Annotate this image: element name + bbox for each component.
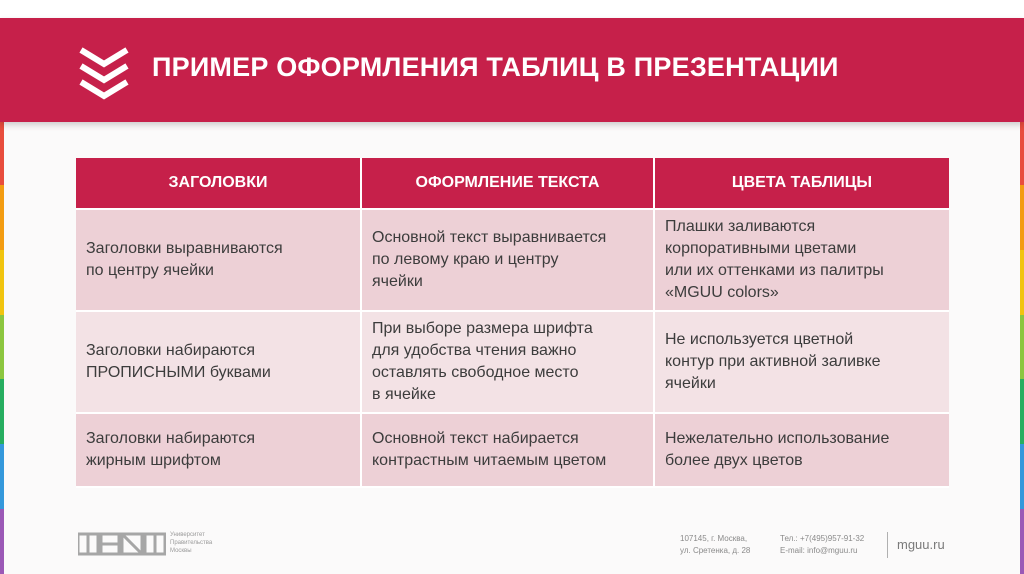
table-cell [76, 312, 362, 414]
org-line: Москвы [170, 548, 192, 554]
footer-site-link[interactable]: mguu.ru [897, 537, 945, 552]
cell-line: Заголовки выравниваются [86, 240, 283, 257]
table-row [76, 210, 949, 312]
table-cell [655, 210, 949, 312]
cell-line: Плашки заливаются [665, 218, 816, 235]
cell-line: Заголовки набираются [86, 342, 255, 359]
color-stripe-segment [0, 315, 4, 380]
page-title: ПРИМЕР ОФОРМЛЕНИЯ ТАБЛИЦ В ПРЕЗЕНТАЦИИ [152, 52, 839, 82]
cell-line: Не используется цветной [665, 331, 854, 348]
cell-line: контур при активной заливке [665, 353, 881, 370]
example-table [76, 158, 949, 488]
cell-line: Основной текст набирается [372, 430, 579, 447]
table-cell [655, 414, 949, 488]
top-strip [0, 0, 1024, 18]
table-cell [362, 414, 655, 488]
cell-line: «MGUU colors» [665, 284, 779, 301]
color-stripe-segment [1020, 120, 1024, 185]
color-stripe-segment [1020, 444, 1024, 509]
color-stripe-segment [1020, 250, 1024, 315]
cell-line: контрастным читаемым цветом [372, 452, 607, 469]
right-color-stripes [1020, 120, 1024, 574]
cell-line: в ячейке [372, 386, 436, 403]
color-stripe-segment [1020, 379, 1024, 444]
contact-phone: Тел.: +7(495)957-91-32 [780, 534, 865, 543]
cell-line: ПРОПИСНЫМИ буквами [86, 364, 271, 381]
cell-line: для удобства чтения важно [372, 342, 577, 359]
color-stripe-segment [0, 120, 4, 185]
table-cell [362, 210, 655, 312]
cell-line: оставлять свободное место [372, 364, 579, 381]
cell-line: по левому краю и центру [372, 251, 559, 268]
table-cell [655, 312, 949, 414]
table-cell [76, 414, 362, 488]
color-stripe-segment [1020, 315, 1024, 380]
color-stripe-segment [0, 509, 4, 574]
header-cell-headings: ЗАГОЛОВКИ [76, 158, 362, 210]
address-line: 107145, г. Москва, [680, 534, 748, 543]
cell-line: ячейки [665, 375, 716, 392]
color-stripe-segment [1020, 185, 1024, 250]
cell-line: При выборе размера шрифта [372, 320, 593, 337]
cell-line: или их оттенками из палитры [665, 262, 884, 279]
table-cell [362, 312, 655, 414]
footer-contacts [780, 533, 864, 557]
mguu-logo-icon [78, 532, 166, 556]
cell-line: ячейки [372, 273, 423, 290]
header-cell-text-style: ОФОРМЛЕНИЕ ТЕКСТА [362, 158, 655, 210]
color-stripe-segment [0, 379, 4, 444]
address-line: ул. Сретенка, д. 28 [680, 546, 751, 555]
table-header-row [76, 158, 949, 210]
table-row [76, 414, 949, 488]
cell-line: по центру ячейки [86, 262, 214, 279]
cell-line: Заголовки набираются [86, 430, 255, 447]
header-cell-table-colors: ЦВЕТА ТАБЛИЦЫ [655, 158, 949, 210]
title-banner [0, 18, 1024, 122]
footer-org-name [170, 531, 212, 555]
footer-address [680, 533, 750, 557]
footer-divider [887, 532, 888, 558]
table-row [76, 312, 949, 414]
cell-line: более двух цветов [665, 452, 803, 469]
cell-line: корпоративными цветами [665, 240, 857, 257]
org-line: Университет [170, 532, 205, 538]
contact-email: E-mail: info@mguu.ru [780, 546, 858, 555]
cell-line: жирным шрифтом [86, 452, 221, 469]
cell-line: Основной текст выравнивается [372, 229, 607, 246]
color-stripe-segment [0, 185, 4, 250]
org-line: Правительства [170, 540, 213, 546]
triple-chevron-down-icon [78, 46, 130, 100]
color-stripe-segment [1020, 509, 1024, 574]
table-cell [76, 210, 362, 312]
color-stripe-segment [0, 444, 4, 509]
color-stripe-segment [0, 250, 4, 315]
cell-line: Нежелательно использование [665, 430, 890, 447]
left-color-stripes [0, 120, 4, 574]
